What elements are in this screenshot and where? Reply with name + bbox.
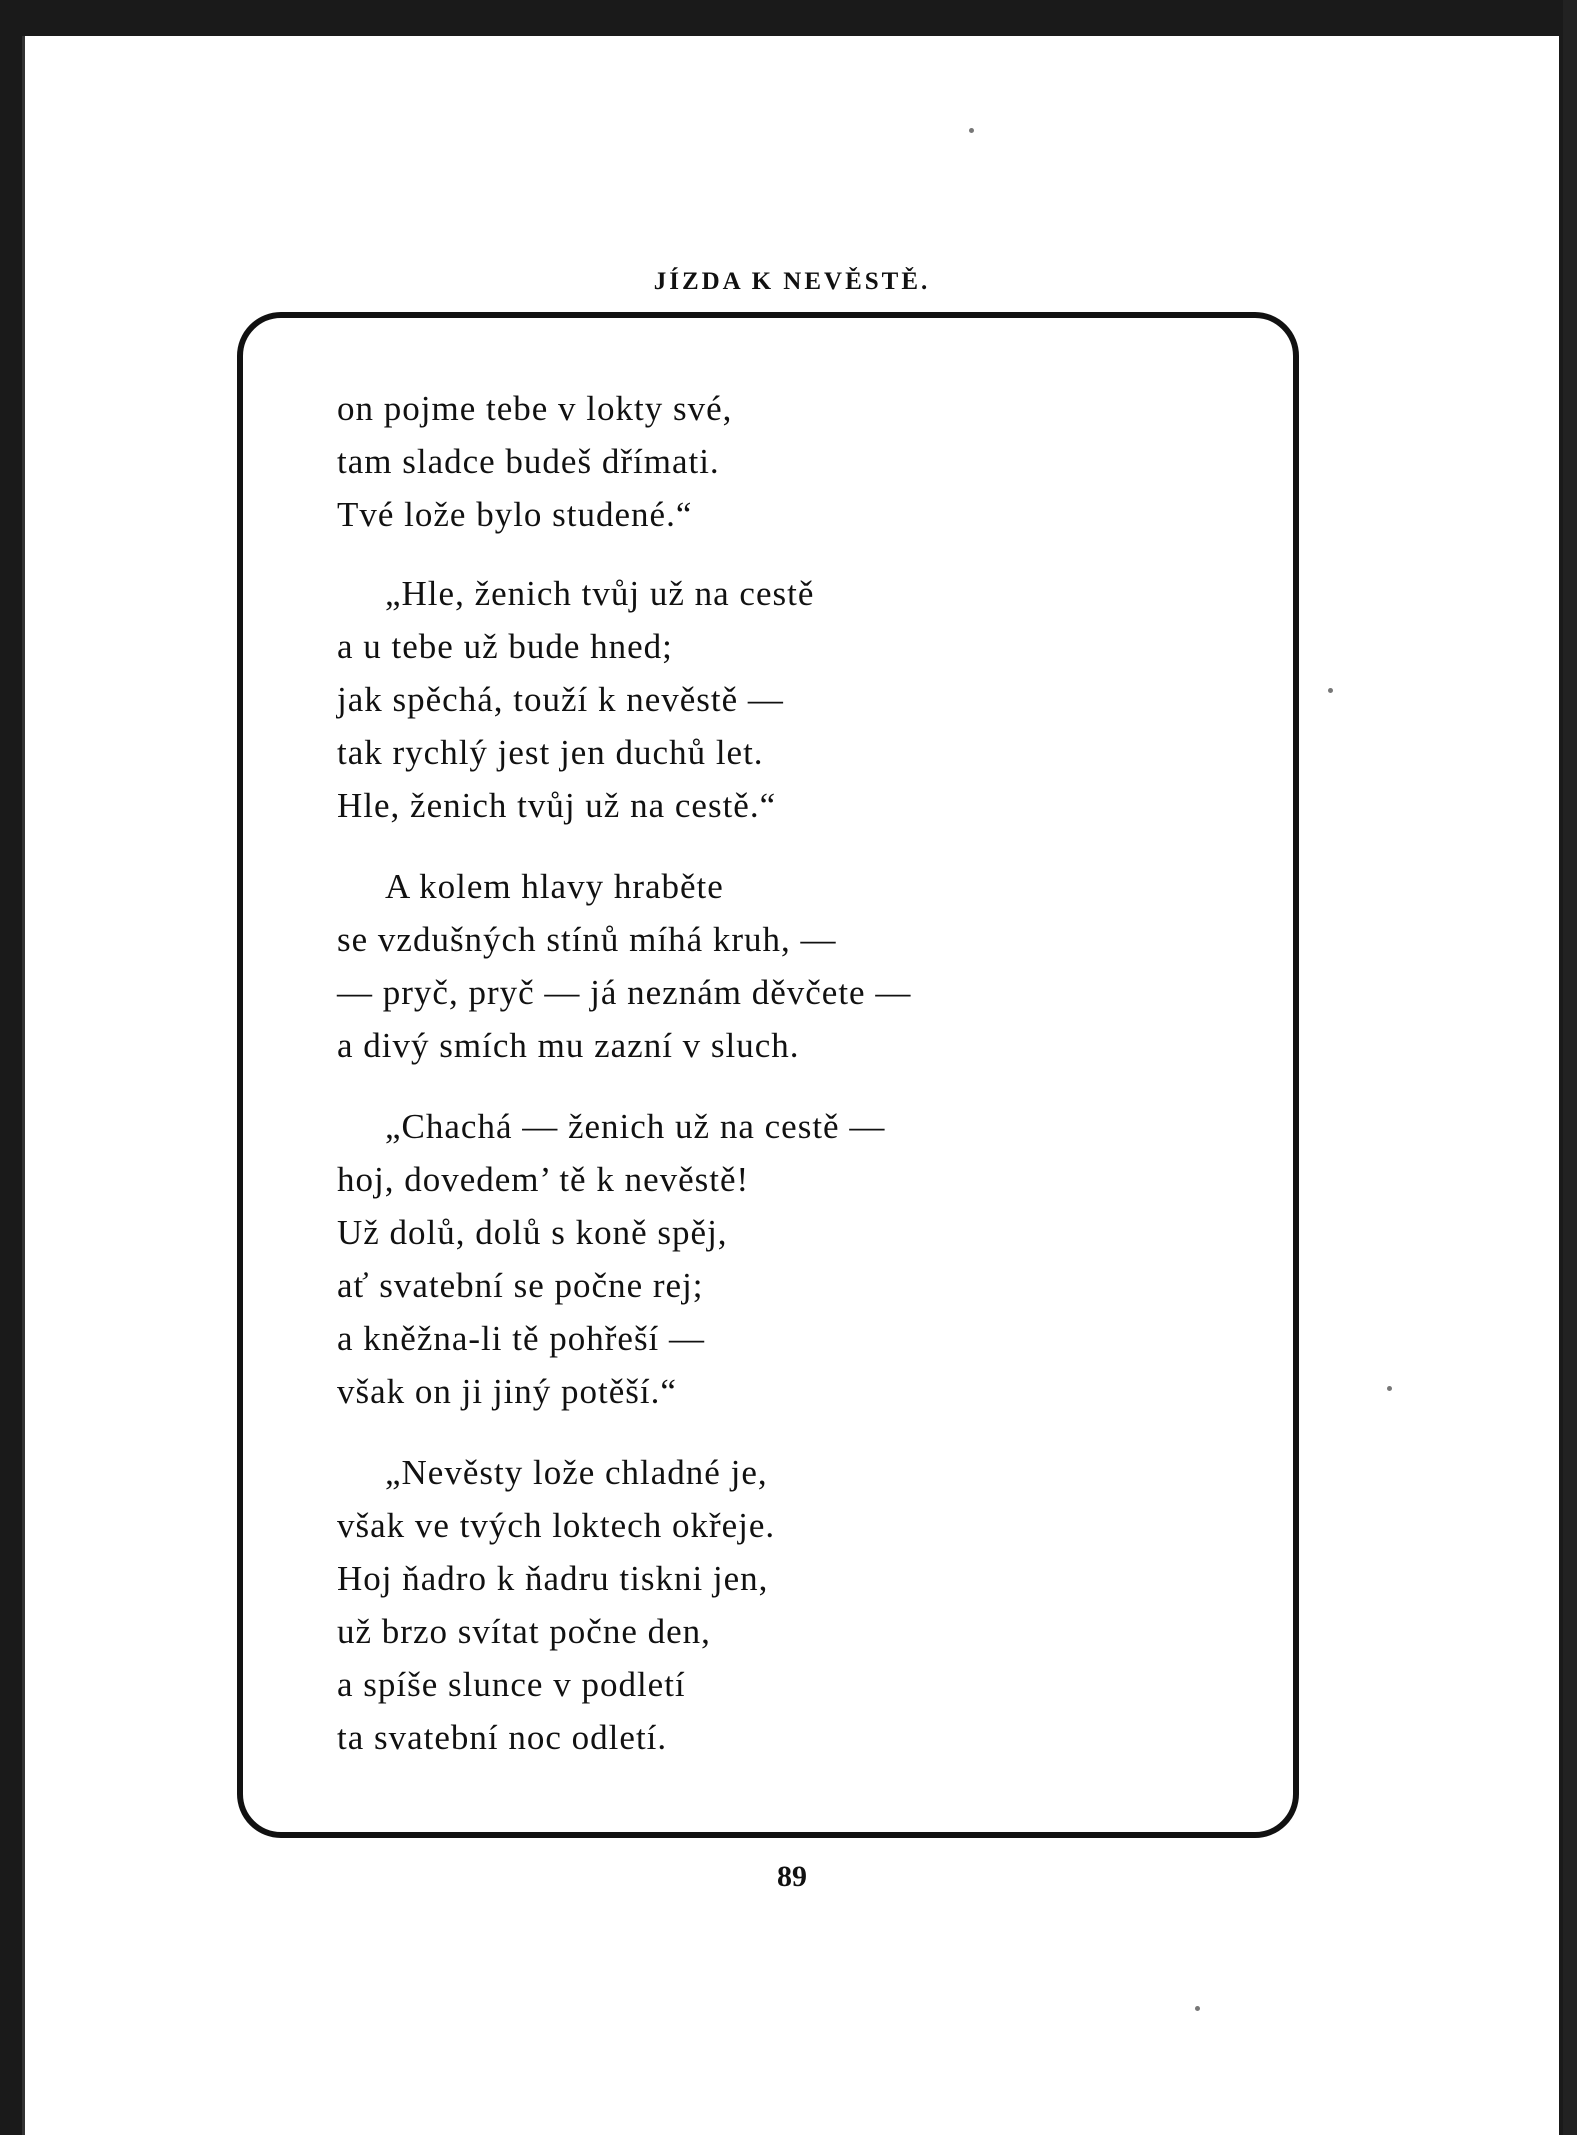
- poem-line: a u tebe už bude hned;: [337, 627, 673, 666]
- poem-text: [337, 382, 1197, 1792]
- book-page: [22, 36, 1559, 2135]
- poem-line: tak rychlý jest jen duchů let.: [337, 733, 764, 772]
- stanza: [337, 1100, 1197, 1418]
- poem-line: však ve tvých loktech okřeje.: [337, 1506, 776, 1545]
- poem-line: Hle, ženich tvůj už na cestě.“: [337, 786, 777, 825]
- scan-speck: [1195, 2006, 1200, 2011]
- poem-line: ta svatební noc odletí.: [337, 1718, 668, 1757]
- stanza: [337, 382, 1197, 541]
- scan-border: [1563, 0, 1577, 2135]
- poem-line: Už dolů, dolů s koně spěj,: [337, 1213, 728, 1252]
- poem-line: však on ji jiný potěší.“: [337, 1372, 677, 1411]
- poem-line: Hoj ňadro k ňadru tiskni jen,: [337, 1559, 769, 1598]
- stanza: [337, 860, 1197, 1072]
- poem-line: ať svatební se počne rej;: [337, 1266, 704, 1305]
- poem-line: hoj, dovedem’ tě k nevěstě!: [337, 1160, 750, 1199]
- scan-speck: [1387, 1386, 1392, 1391]
- scan-speck: [1328, 688, 1333, 693]
- poem-line: „Hle, ženich tvůj už na cestě: [385, 574, 815, 613]
- poem-line: už brzo svítat počne den,: [337, 1612, 711, 1651]
- poem-line: tam sladce budeš dřímati.: [337, 442, 720, 481]
- stanza: [337, 1446, 1197, 1764]
- stanza: [337, 567, 1197, 832]
- poem-line: a divý smích mu zazní v sluch.: [337, 1026, 800, 1065]
- poem-line: a kněžna-li tě pohřeší —: [337, 1319, 706, 1358]
- poem-line: A kolem hlavy hraběte: [385, 867, 724, 906]
- poem-line: se vzdušných stínů míhá kruh, —: [337, 920, 837, 959]
- poem-line: jak spěchá, touží k nevěstě —: [337, 680, 784, 719]
- page-number: 89: [777, 1860, 807, 1893]
- scan-speck: [969, 128, 974, 133]
- poem-line: on pojme tebe v lokty své,: [337, 389, 733, 428]
- poem-line: „Nevěsty lože chladné je,: [385, 1453, 768, 1492]
- poem-line: „Chachá — ženich už na cestě —: [385, 1107, 886, 1146]
- poem-line: a spíše slunce v podletí: [337, 1665, 686, 1704]
- poem-line: — pryč, pryč — já neznám děvčete —: [337, 973, 912, 1012]
- poem-line: Tvé lože bylo studené.“: [337, 495, 693, 534]
- running-title: JÍZDA K NEVĚSTĚ.: [653, 268, 931, 295]
